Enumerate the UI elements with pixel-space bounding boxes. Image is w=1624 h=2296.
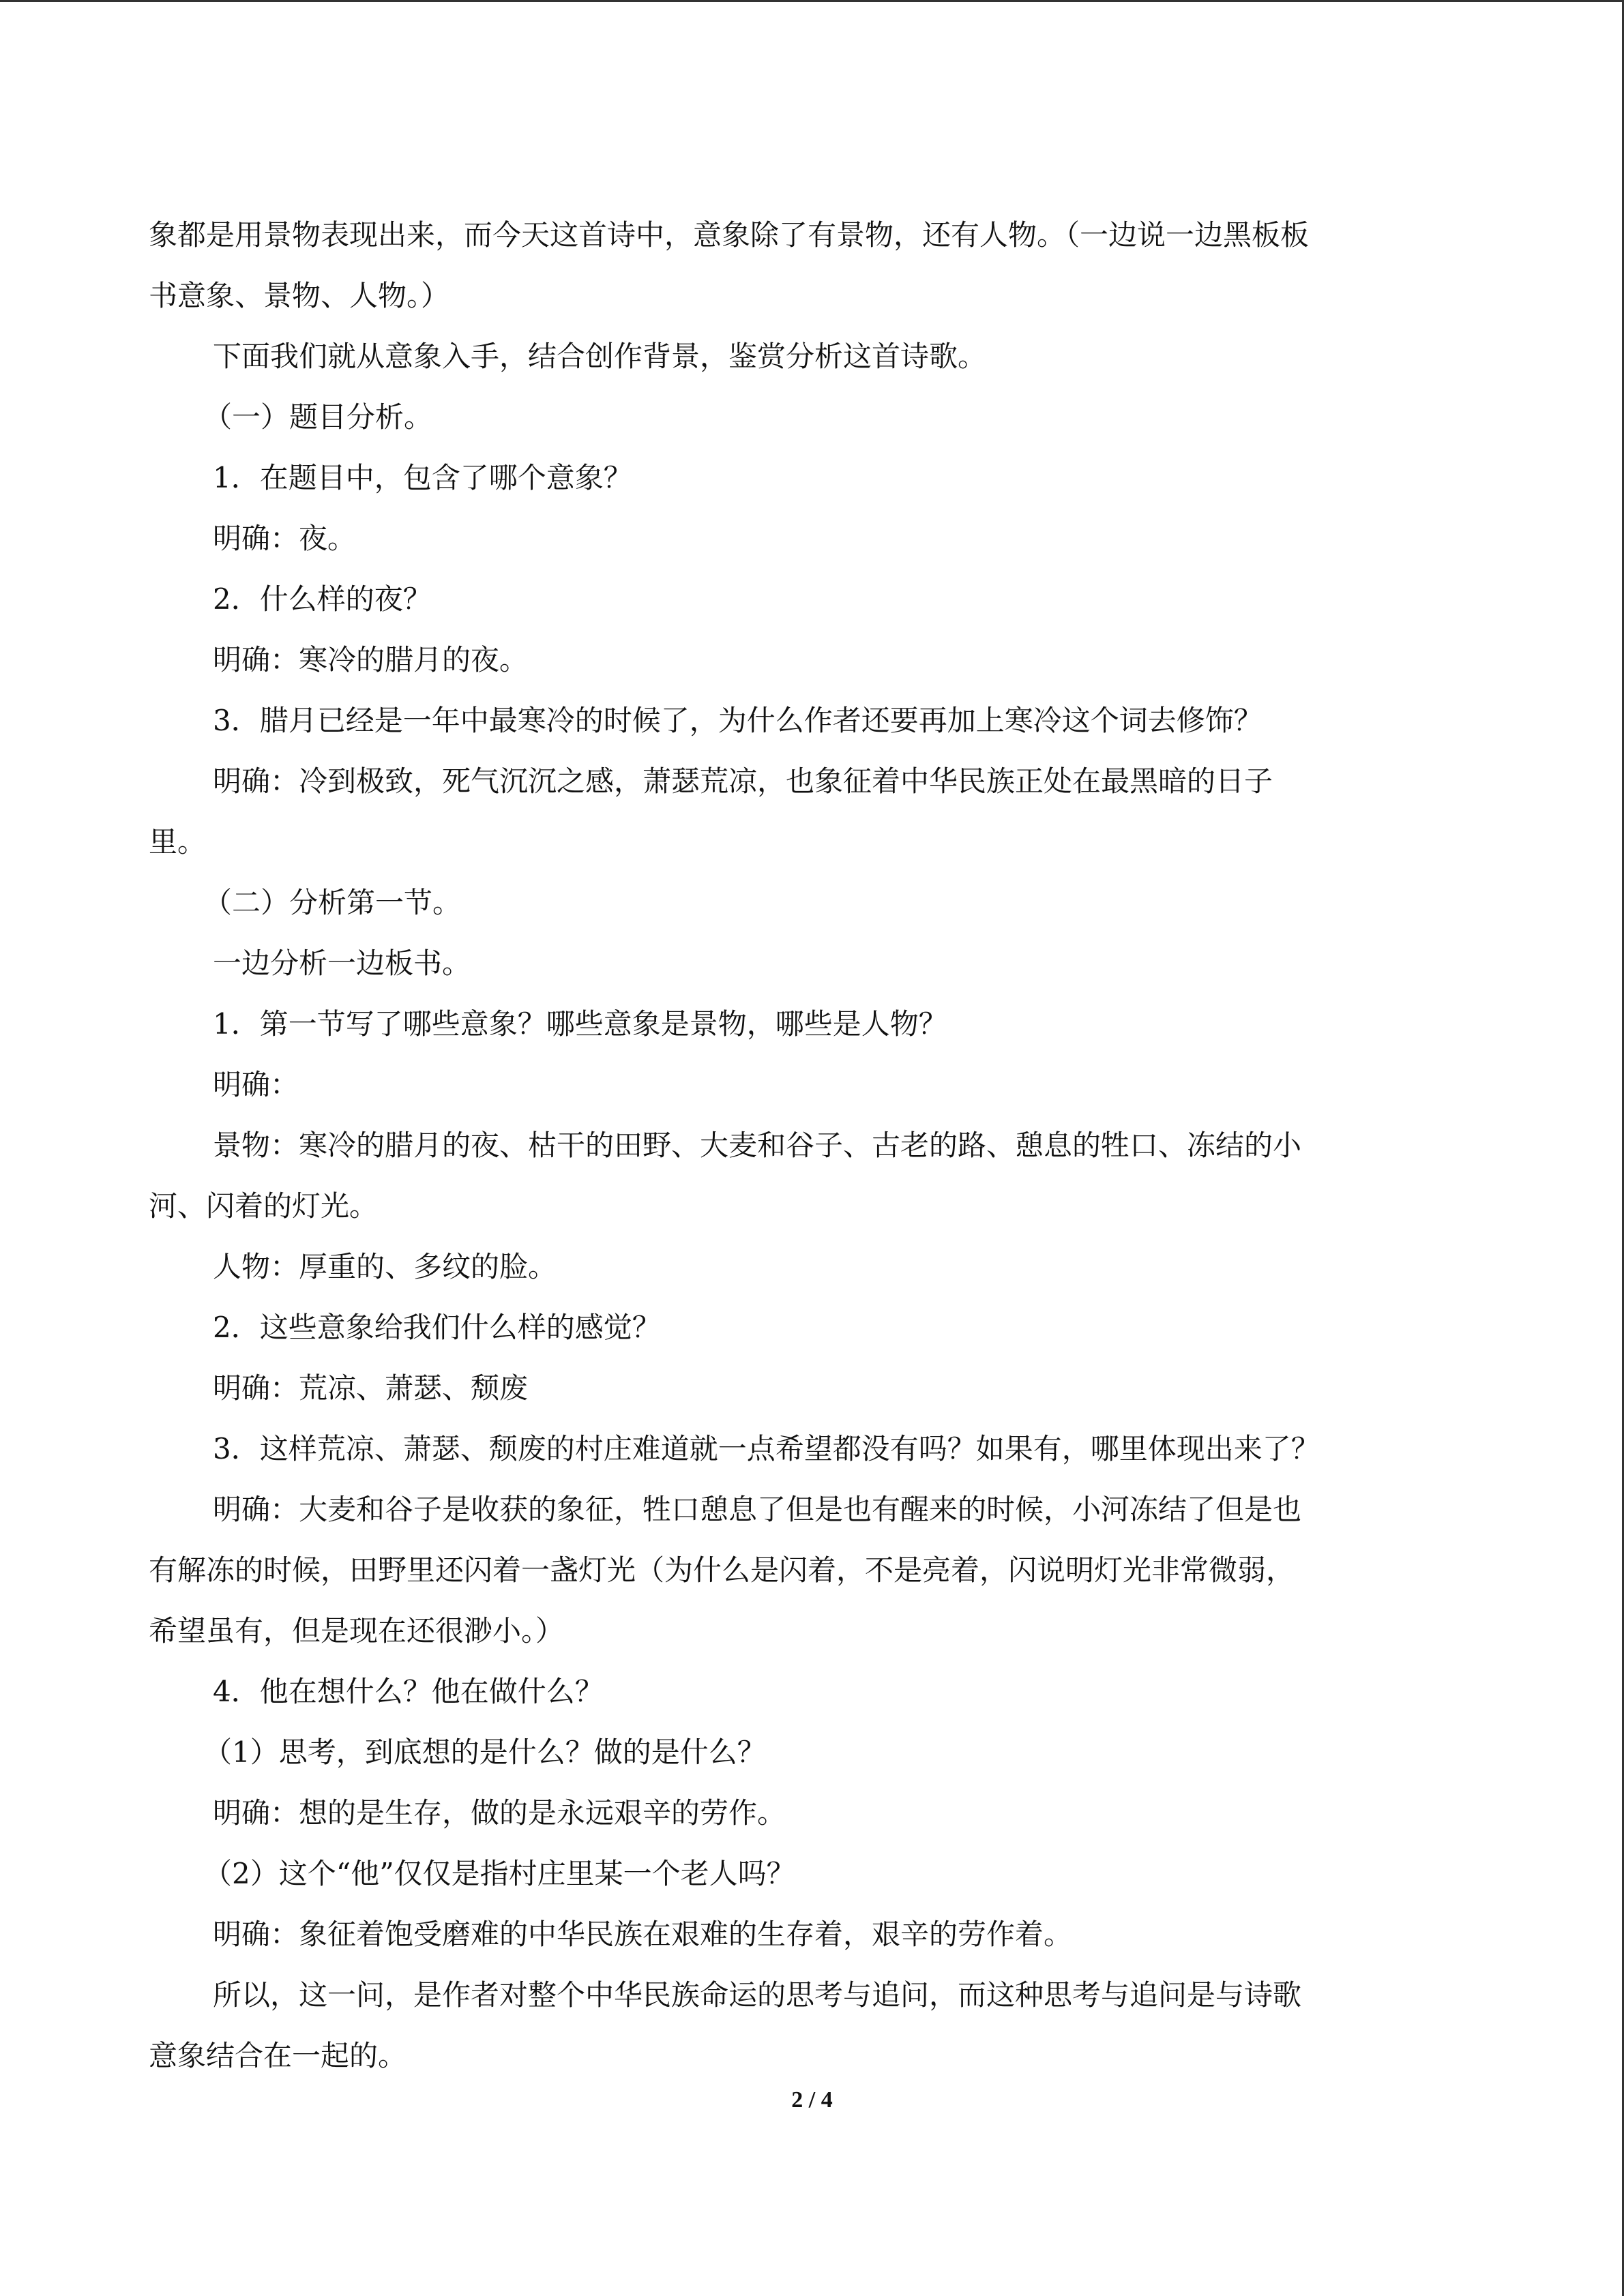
question-line: 2．什么样的夜？ — [213, 582, 432, 616]
question-line: 4．他在想什么？他在做什么？ — [213, 1675, 604, 1708]
page-number: 2 / 4 — [791, 2087, 833, 2113]
question-line: 1．第一节写了哪些意象？哪些意象是景物，哪些是人物？ — [213, 1007, 947, 1041]
paragraph-line: 景物：寒冷的腊月的夜、枯干的田野、大麦和谷子、古老的路、憩息的牲口、冻结的小 — [213, 1129, 1302, 1162]
section-heading: （一）题目分析。 — [203, 400, 433, 434]
answer-line: 明确：象征着饱受磨难的中华民族在艰难的生存着，艰辛的劳作着。 — [213, 1918, 1073, 1951]
paragraph-line: 所以，这一问，是作者对整个中华民族命运的思考与追问，而这种思考与追问是与诗歌 — [213, 1978, 1302, 2012]
question-line: 3．这样荒凉、萧瑟、颓废的村庄难道就一点希望都没有吗？如果有，哪里体现出来了？ — [213, 1432, 1320, 1465]
paragraph-line: 希望虽有，但是现在还很渺小。） — [149, 1614, 565, 1648]
answer-line: 明确：夜。 — [213, 522, 357, 555]
question-line: 3．腊月已经是一年中最寒冷的时候了，为什么作者还要再加上寒冷这个词去修饰？ — [213, 704, 1263, 737]
paragraph-line: 里。 — [149, 825, 207, 859]
paragraph-line: 河、闪着的灯光。 — [149, 1189, 379, 1223]
paragraph-line: 书意象、景物、人物。） — [149, 279, 450, 312]
answer-line: 明确：大麦和谷子是收获的象征，牲口憩息了但是也有醒来的时候，小河冻结了但是也 — [213, 1493, 1302, 1526]
question-line: 2．这些意象给我们什么样的感觉？ — [213, 1311, 661, 1344]
paragraph-line: 有解冻的时候，田野里还闪着一盏灯光（为什么是闪着，不是亮着，闪说明灯光非常微弱， — [149, 1553, 1295, 1587]
sub-question-line: （1）思考，到底想的是什么？做的是什么？ — [203, 1735, 766, 1769]
answer-line: 明确： — [213, 1068, 299, 1101]
answer-line: 明确：荒凉、萧瑟、颓废 — [213, 1371, 529, 1405]
paragraph-line: 下面我们就从意象入手，结合创作背景，鉴赏分析这首诗歌。 — [213, 340, 987, 373]
question-line: 1．在题目中，包含了哪个意象？ — [213, 461, 632, 494]
section-heading: （二）分析第一节。 — [203, 886, 462, 919]
answer-line: 明确：寒冷的腊月的夜。 — [213, 643, 529, 676]
paragraph-line: 人物：厚重的、多纹的脸。 — [213, 1250, 557, 1283]
paragraph-line: 象都是用景物表现出来，而今天这首诗中，意象除了有景物，还有人物。（一边说一边黑板板 — [149, 218, 1310, 252]
answer-line: 明确：冷到极致，死气沉沉之感，萧瑟荒凉，也象征着中华民族正处在最黑暗的日子 — [213, 764, 1273, 798]
answer-line: 明确：想的是生存，做的是永远艰辛的劳作。 — [213, 1796, 786, 1830]
paragraph-line: 意象结合在一起的。 — [149, 2039, 407, 2072]
paragraph-line: 一边分析一边板书。 — [213, 946, 471, 980]
sub-question-line: （2）这个“他”仅仅是指村庄里某一个老人吗？ — [203, 1857, 795, 1890]
document-body — [149, 205, 1475, 2086]
